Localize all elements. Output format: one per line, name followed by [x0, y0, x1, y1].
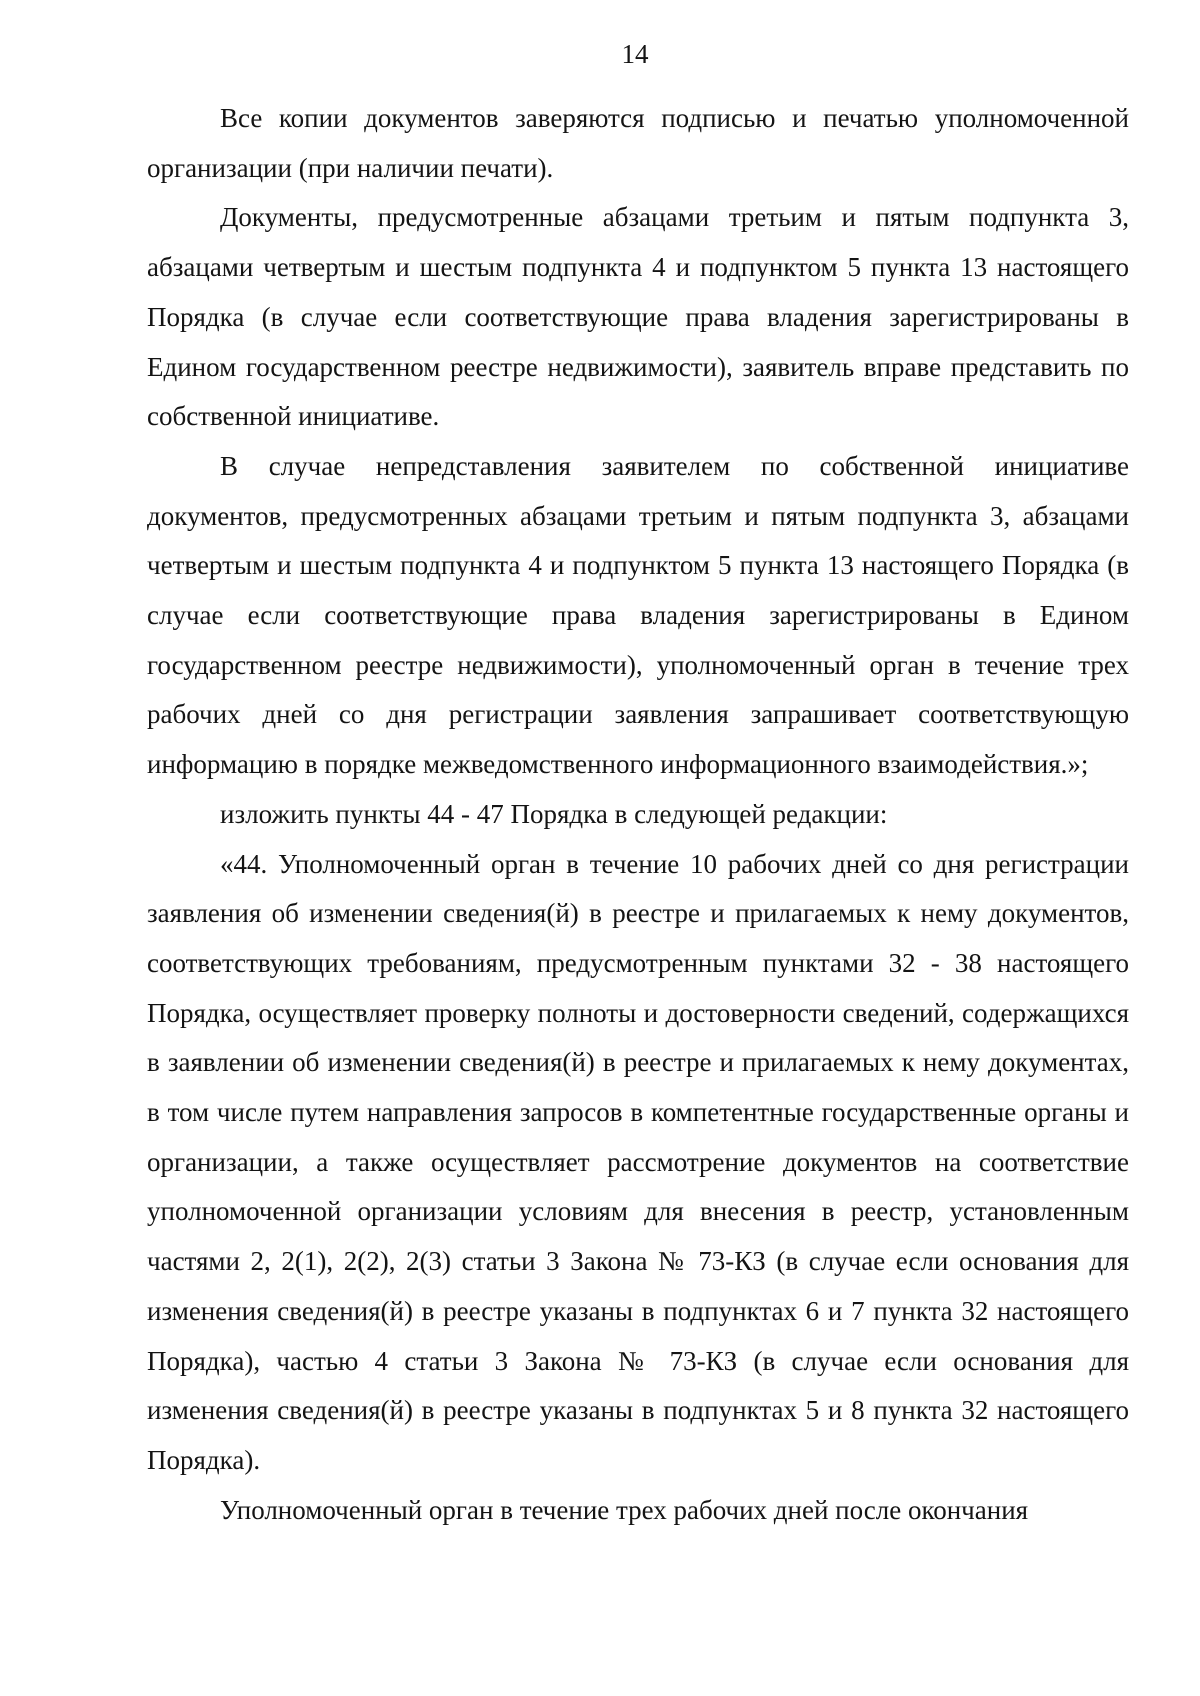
paragraph-amendment-instruction: изложить пункты 44 - 47 Порядка в следующей редакции: — [220, 798, 888, 829]
paragraph-item-44: «44. Уполномоченный орган в течение 10 рабочих дней со дня регистрации заявления об изменении сведения(й) в реестре и прилагаемых к нему документов, соответствующих требованиям, предусмотренным пунктами 32 - 38 настоящего Порядка, осуществляет проверку полноты и достоверности сведений, содержащихся в заявлении об изменении сведения(й) в реестре и прилагаемых к нему документах, в том числе путем направления запросов в компетентные государственные органы и организации, а также осуществляет рассмотрение документов на соответствие уполномоченной организации условиям для внесения в реестр, установленным частями 2, 2(1), 2(2), 2(3) статьи 3 Закона № 73-КЗ (в случае если основания для изменения сведения(й) в реестре указаны в подпунктах 6 и 7 пункта 32 настоящего Порядка), частью 4 статьи 3 Закона № 73-КЗ (в случае если основания для изменения сведения(й) в реестре указаны в подпунктах 5 и 8 пункта 32 настоящего Порядка). — [147, 848, 1129, 1475]
document-body — [147, 94, 1129, 1535]
paragraph-continuation: Уполномоченный орган в течение трех рабочих дней после окончания — [220, 1494, 1029, 1525]
paragraph-interagency-request: В случае непредставления заявителем по собственной инициативе документов, предусмотренных абзацами третьим и пятым подпункта 3, абзацами четвертым и шестым подпункта 4 и подпунктом 5 пункта 13 настоящего Порядка (в случае если соответствующие права владения зарегистрированы в Едином государственном реестре недвижимости), уполномоченный орган в течение трех рабочих дней со дня регистрации заявления запрашивает соответствующую информацию в порядке межведомственного информационного взаимодействия.»; — [147, 450, 1129, 780]
paragraph-documents-own-initiative: Документы, предусмотренные абзацами третьим и пятым подпункта 3, абзацами четвертым и шестым подпункта 4 и подпунктом 5 пункта 13 настоящего Порядка (в случае если соответствующие права владения зарегистрированы в Едином государственном реестре недвижимости), заявитель вправе представить по собственной инициативе. — [147, 202, 1129, 432]
page-number: 14 — [621, 39, 649, 69]
paragraph-copies-certification: Все копии документов заверяются подписью и печатью уполномоченной организации (при наличии печати). — [147, 103, 1129, 183]
